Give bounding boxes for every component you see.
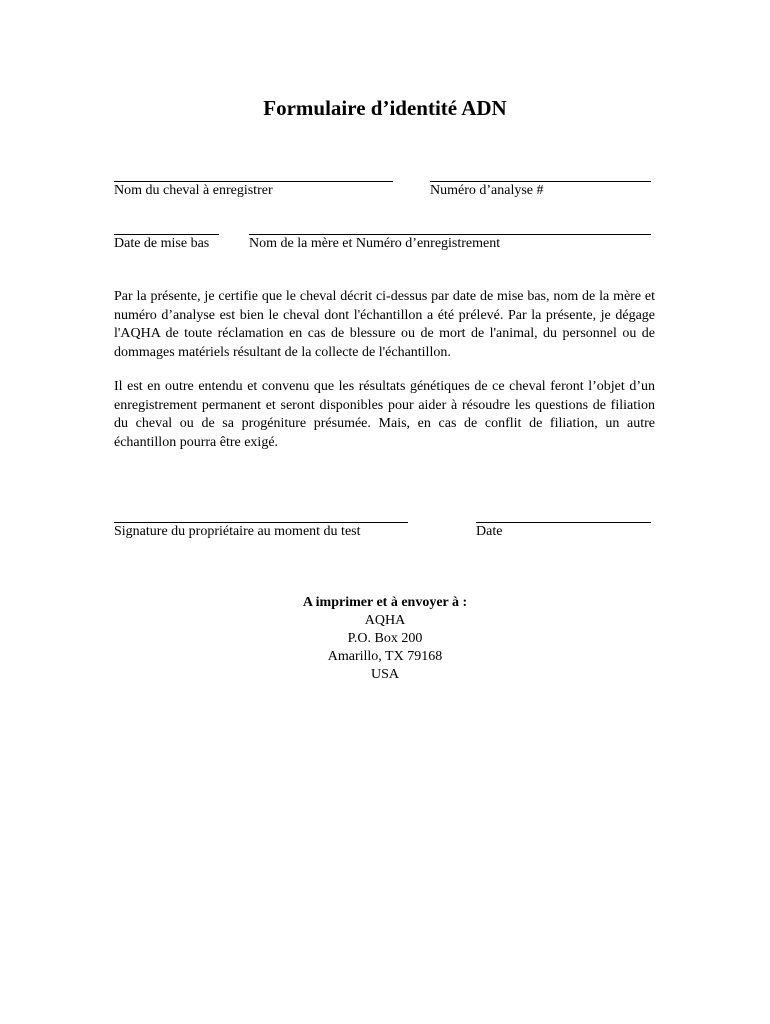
certification-paragraph: Par la présente, je certifie que le cheval décrit ci-dessus par date de mise bas, nom de la mère et numéro d’analyse est bien le cheval dont l'échantillon a été prélevé. Par la présente, je dégage l'AQHA de toute réclamation en cas de blessure ou de mort de l'animal, du personnel ou de dommages matériels résultant de la collecte de l'échantillon. [114,289,655,360]
mailing-organization: AQHA [364,613,406,628]
mother-name-label: Nom de la mère et Numéro d’enregistrement [249,236,501,251]
mailing-country: USA [370,667,399,682]
date-label: Date [476,524,503,539]
analysis-number-field[interactable] [430,181,651,200]
page-title: Formulaire d’identité ADN [263,96,507,120]
horse-name-label: Nom du cheval à enregistrer [114,183,273,198]
mailing-city-state-zip: Amarillo, TX 79168 [327,649,443,664]
birth-date-field[interactable] [114,234,219,253]
mother-name-field[interactable] [249,234,651,253]
owner-signature-field[interactable] [114,522,408,541]
mailing-po-box: P.O. Box 200 [347,631,423,646]
owner-signature-label: Signature du propriétaire au moment du test [114,524,361,539]
mailing-address [0,594,770,684]
mailing-heading: A imprimer et à envoyer à : [302,595,468,610]
date-field[interactable] [476,522,651,541]
agreement-paragraph: Il est en outre entendu et convenu que les résultats génétiques de ce cheval feront l’objet d’un enregistrement permanent et seront disponibles pour aider à résoudre les questions de filiation du cheval ou de sa progéniture présumée. Mais, en cas de conflit de filiation, un autre échantillon pourra être exigé. [114,379,655,450]
birth-date-label: Date de mise bas [114,236,210,251]
analysis-number-label: Numéro d’analyse # [430,183,544,198]
horse-name-field[interactable] [114,181,393,200]
